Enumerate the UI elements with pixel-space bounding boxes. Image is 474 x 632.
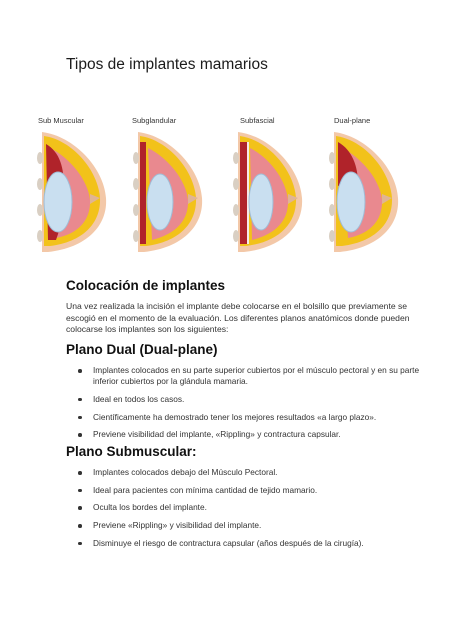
panel-dual-plane: [326, 116, 420, 256]
implant-placement-figure: [34, 116, 414, 256]
list-item: Implantes colocados debajo del Músculo Pectoral.: [66, 467, 422, 478]
breast-cross-section-dual-plane: [326, 128, 420, 256]
panel-label-submuscular: Sub Muscular: [38, 116, 84, 125]
list-item: Implantes colocados en su parte superior cubiertos por el músculo pectoral y en su parte inferior cubiertos por la glándula mamaria.: [66, 365, 422, 387]
dual-plane-list: [66, 365, 422, 447]
panel-submuscular: [34, 116, 128, 256]
list-item: Científicamente ha demostrado tener los mejores resultados «a largo plazo».: [66, 412, 422, 423]
panel-label-dual-plane: Dual-plane: [334, 116, 371, 125]
panel-label-subfascial: Subfascial: [240, 116, 275, 125]
intro-paragraph: Una vez realizada la incisión el implante debe colocarse en el bolsillo que previamente se escogió en el momento de la evaluación. Los diferentes planos anatómicos donde pueden colocarse los implantes son los siguientes:: [66, 301, 410, 335]
breast-cross-section-subfascial: [230, 128, 324, 256]
breast-cross-section-subglandular: [130, 128, 224, 256]
panel-label-subglandular: Subglandular: [132, 116, 177, 125]
breast-cross-section-submuscular: [34, 128, 128, 256]
section-heading-placement: Colocación de implantes: [66, 278, 226, 293]
submuscular-list: [66, 467, 422, 556]
panel-subglandular: [130, 116, 224, 256]
list-item: Ideal para pacientes con mínima cantidad de tejido mamario.: [66, 485, 422, 496]
list-item: Previene visibilidad del implante, «Rippling» y contractura capsular.: [66, 429, 422, 440]
heading-submuscular: Plano Submuscular:: [66, 444, 197, 459]
list-item: Oculta los bordes del implante.: [66, 502, 422, 513]
document-title: Tipos de implantes mamarios: [66, 56, 268, 73]
panel-subfascial: [230, 116, 324, 256]
list-item: Ideal en todos los casos.: [66, 394, 422, 405]
list-item: Disminuye el riesgo de contractura capsular (años después de la cirugía).: [66, 538, 422, 549]
heading-dual-plane: Plano Dual (Dual-plane): [66, 342, 218, 357]
list-item: Previene «Rippling» y visibilidad del implante.: [66, 520, 422, 531]
